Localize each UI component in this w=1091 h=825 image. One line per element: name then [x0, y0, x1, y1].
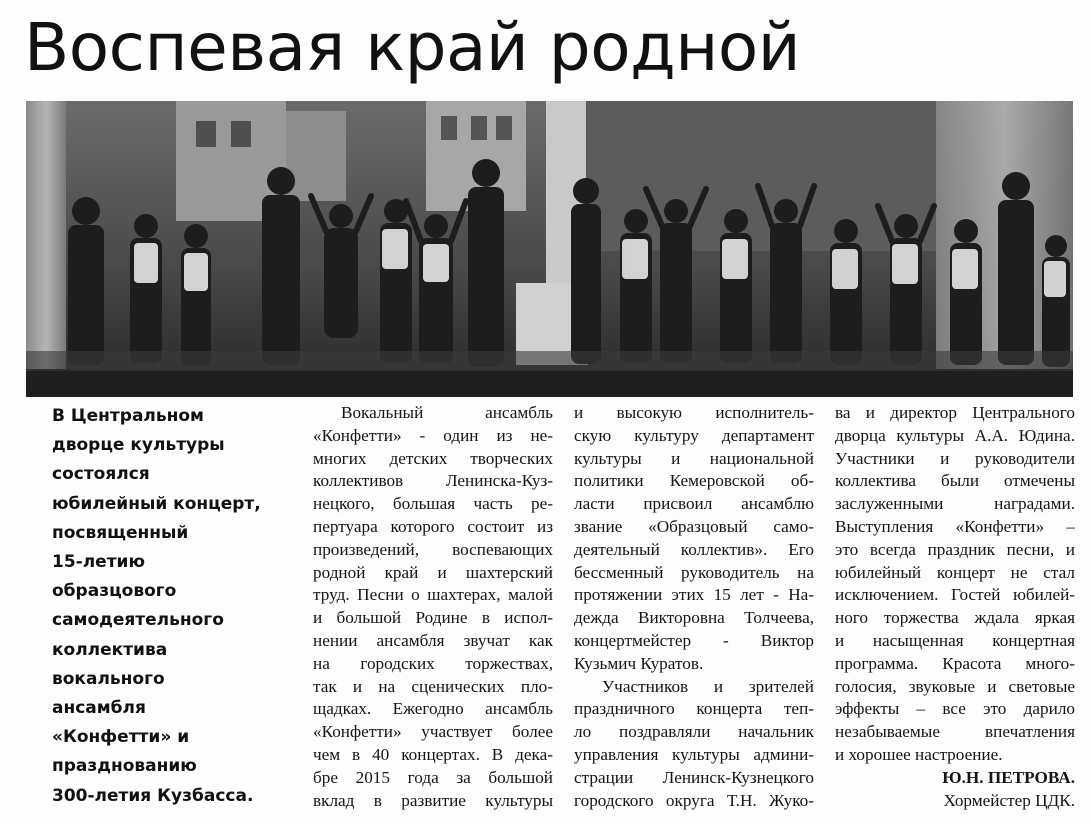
text-line: «Конфетти» - один из не- — [313, 425, 553, 445]
article-lead — [52, 402, 292, 817]
text-line: и насыщенная концертная — [835, 630, 1075, 650]
text-line: управления культуры админи- — [574, 744, 814, 764]
text-line: заслуженными наградами. — [835, 494, 1075, 514]
text-line: коллективов Ленинска-Куз- — [313, 471, 553, 491]
author-name: Ю.Н. ПЕТРОВА. — [942, 767, 1075, 787]
lead-line: «Конфетти» и — [52, 727, 190, 748]
text-line: программа. Красота много- — [835, 653, 1075, 673]
lead-line: юбилейный концерт, — [52, 493, 261, 514]
text-line: Вокальный ансамбль — [341, 403, 553, 422]
text-line: коллектива были отмечены — [835, 471, 1075, 491]
text-line: городского округа Т.Н. Жуко- — [574, 790, 814, 810]
text-line: нении ансамбля звучат как — [313, 630, 553, 650]
text-line: Участников и зрителей — [602, 676, 814, 696]
text-line: праздничного концерта теп- — [574, 699, 814, 719]
lead-line: дворце культуры — [52, 435, 225, 456]
lead-line: 300-летия Кузбасса. — [52, 785, 254, 806]
text-line: страции Ленинск-Кузнецкого — [574, 767, 814, 787]
text-line: ласти присвоил ансамблю — [574, 494, 814, 514]
text-line: это всегда праздник песни, и — [835, 539, 1075, 559]
lead-line: В Центральном — [52, 406, 204, 426]
text-line: Участники и руководители — [835, 448, 1075, 468]
lead-line: образцового — [52, 581, 177, 602]
text-line: чем в 40 концертах. В дека- — [313, 744, 553, 764]
lead-line: 15-летию — [52, 552, 145, 573]
lead-line: вокального — [52, 668, 165, 689]
text-line: «Конфетти» участвует более — [313, 722, 553, 742]
text-line: протяжении этих 15 лет - На- — [574, 585, 814, 605]
text-line: на городских торжествах, — [313, 653, 553, 673]
text-line: и хорошее настроение. — [835, 744, 1003, 764]
text-line: концертмейстер - Виктор — [574, 630, 814, 650]
text-line: политики Кемеровской об- — [574, 471, 814, 491]
text-line: и большой Родине в испол- — [313, 608, 553, 628]
concert-photo — [26, 101, 1073, 397]
text-line: исключением. Гостей юбилей- — [835, 585, 1075, 605]
article-column-2 — [574, 402, 814, 817]
text-line: юбилейный концерт не стал — [835, 562, 1075, 582]
text-line: вклад в развитие культуры — [313, 790, 553, 810]
text-line: пертуара которого состоит из — [313, 516, 553, 536]
text-line: ва и директор Центрального — [835, 403, 1075, 422]
lead-line: празднованию — [52, 756, 197, 777]
lead-line: коллектива — [52, 639, 168, 660]
lead-line: состоялся — [52, 464, 150, 485]
text-line: труд. Песни о шахтерах, малой — [313, 585, 553, 605]
author-title: Хормейстер ЦДК. — [943, 790, 1075, 810]
article-column-3 — [835, 402, 1075, 817]
text-line: щадках. Ежегодно ансамбль — [313, 699, 553, 719]
text-line: бре 2015 года за большой — [313, 767, 553, 787]
text-line: эффекты – все это дарило — [835, 699, 1075, 719]
text-line: скую культуру департамент — [574, 425, 814, 445]
text-line: дворца культуры А.А. Юдина. — [835, 425, 1075, 445]
lead-line: посвященный — [52, 522, 189, 543]
text-line: Выступления «Конфетти» – — [835, 516, 1075, 536]
text-line: ного торжества ждала яркая — [835, 608, 1075, 628]
text-line: голосия, звуковые и световые — [835, 676, 1075, 696]
article-headline: Воспевая край родной — [24, 9, 801, 86]
text-line: Кузьмич Куратов. — [574, 653, 704, 673]
text-line: звание «Образцовый само- — [574, 516, 814, 536]
text-line: родной край и шахтерский — [313, 562, 553, 582]
text-line: деятельный коллектив». Его — [574, 539, 814, 559]
text-line: ло поздравляли начальник — [574, 722, 814, 742]
text-line: так и на сценических пло- — [313, 676, 553, 696]
text-line: незабываемые впечатления — [835, 722, 1075, 742]
text-line: произведений, воспевающих — [313, 539, 553, 559]
text-line: нецкого, большая часть ре- — [313, 494, 553, 514]
lead-line: ансамбля — [52, 698, 146, 719]
text-line: бессменный руководитель на — [574, 562, 814, 582]
lead-line: самодеятельного — [52, 610, 224, 631]
article-column-1 — [313, 402, 553, 817]
text-line: многих детских творческих — [313, 448, 553, 468]
text-line: культуры и национальной — [574, 448, 814, 468]
text-line: дежда Викторовна Толчеева, — [574, 608, 814, 628]
text-line: и высокую исполнитель- — [574, 403, 814, 422]
